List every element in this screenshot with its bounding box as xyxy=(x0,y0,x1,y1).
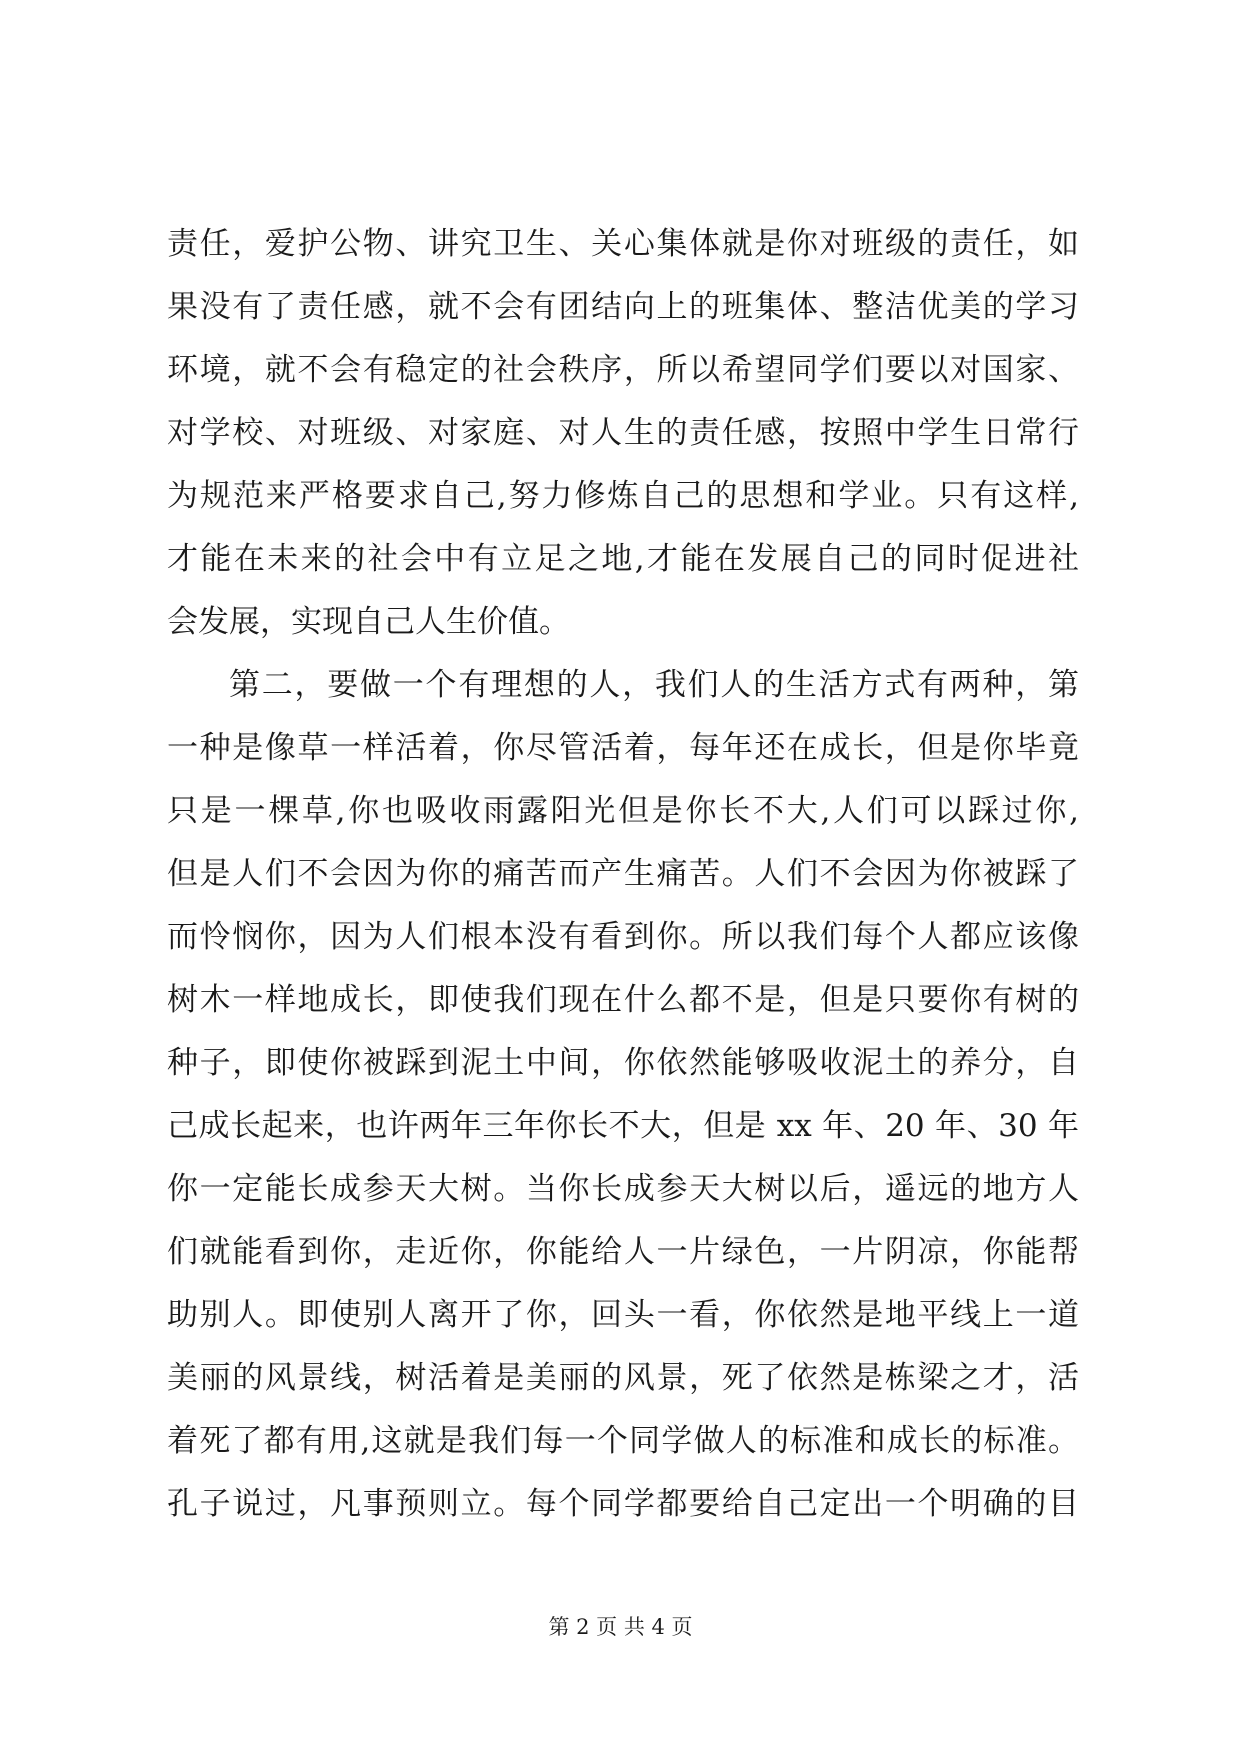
text-line: 而怜悯你，因为人们根本没有看到你。所以我们每个人都应该像 xyxy=(167,919,1079,955)
text-line: 只是一棵草,你也吸收雨露阳光但是你长不大,人们可以踩过你, xyxy=(167,793,1079,829)
text-line: 才能在未来的社会中有立足之地,才能在发展自己的同时促进社 xyxy=(167,541,1079,577)
text-line: 果没有了责任感，就不会有团结向上的班集体、整洁优美的学习 xyxy=(167,289,1079,325)
text-line: 会发展，实现自己人生价值。 xyxy=(167,604,570,640)
text-line: 种子，即使你被踩到泥土中间，你依然能够吸收泥土的养分，自 xyxy=(167,1045,1079,1081)
text-line: 但是人们不会因为你的痛苦而产生痛苦。人们不会因为你被踩了 xyxy=(167,856,1079,892)
text-line: 一种是像草一样活着，你尽管活着，每年还在成长，但是你毕竟 xyxy=(167,730,1079,766)
page-number-footer: 第 2 页 共 4 页 xyxy=(548,1615,693,1639)
text-line: 孔子说过，凡事预则立。每个同学都要给自己定出一个明确的目 xyxy=(167,1486,1079,1522)
text-line: 责任，爱护公物、讲究卫生、关心集体就是你对班级的责任，如 xyxy=(167,226,1079,262)
text-line: 你一定能长成参天大树。当你长成参天大树以后，遥远的地方人 xyxy=(167,1171,1079,1207)
text-line: 己成长起来，也许两年三年你长不大，但是 xx 年、20 年、30 年 xyxy=(167,1108,1079,1144)
text-line: 树木一样地成长，即使我们现在什么都不是，但是只要你有树的 xyxy=(167,982,1079,1018)
text-line: 为规范来严格要求自己,努力修炼自己的思想和学业。只有这样, xyxy=(167,478,1079,514)
text-line: 环境，就不会有稳定的社会秩序，所以希望同学们要以对国家、 xyxy=(167,352,1079,388)
text-line: 着死了都有用,这就是我们每一个同学做人的标准和成长的标准。 xyxy=(167,1423,1079,1459)
text-line: 对学校、对班级、对家庭、对人生的责任感，按照中学生日常行 xyxy=(167,415,1079,451)
text-line: 们就能看到你，走近你，你能给人一片绿色，一片阴凉，你能帮 xyxy=(167,1234,1079,1270)
text-line: 美丽的风景线，树活着是美丽的风景，死了依然是栋梁之才，活 xyxy=(167,1360,1079,1396)
text-line: 助别人。即使别人离开了你，回头一看，你依然是地平线上一道 xyxy=(167,1297,1079,1333)
paragraph-start-line: 第二，要做一个有理想的人，我们人的生活方式有两种，第 xyxy=(229,667,1079,703)
